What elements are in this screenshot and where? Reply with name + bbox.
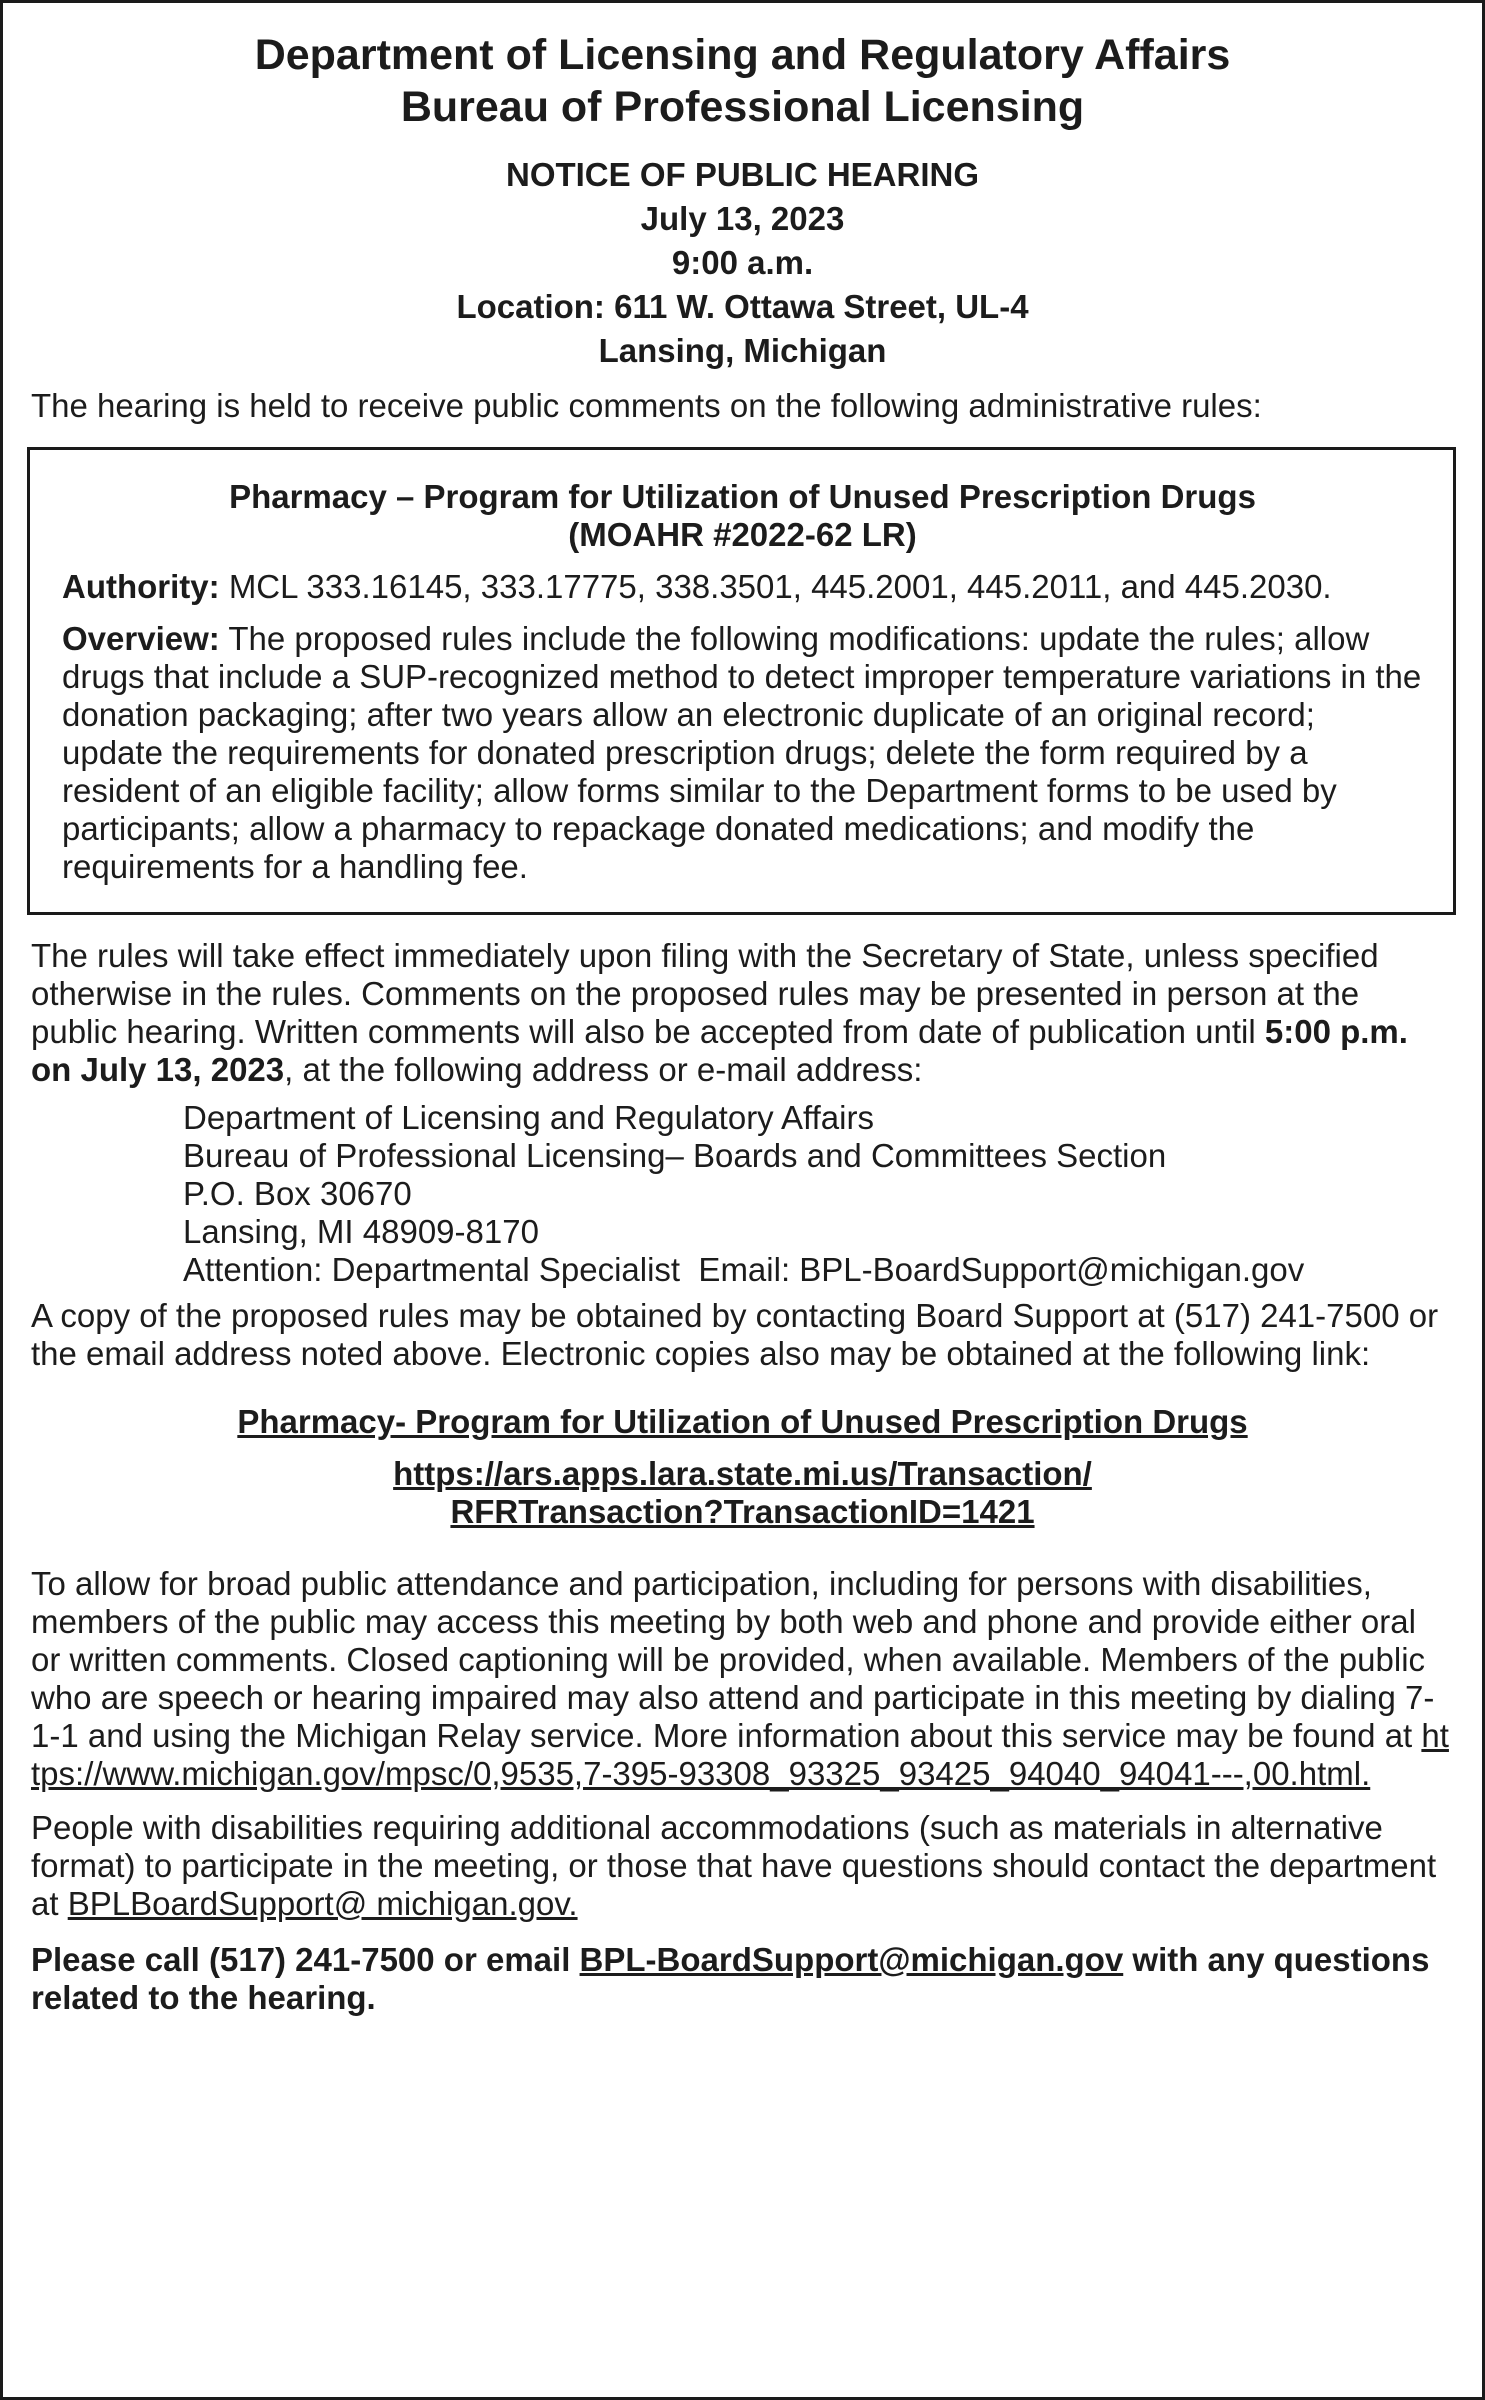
rule-title: Pharmacy – Program for Utilization of Unused Prescription Drugs xyxy=(229,478,1256,515)
rules-link-url-1[interactable]: https://ars.apps.lara.state.mi.us/Transaction/ xyxy=(393,1455,1092,1492)
closing-email-link[interactable]: BPL-BoardSupport@michigan.gov xyxy=(579,1941,1124,1978)
effect-line-3: , at the following address or e-mail address: xyxy=(284,1051,923,1088)
access-paragraph xyxy=(31,1565,1454,1793)
authority-label: Authority: xyxy=(62,568,220,605)
rules-link-url-2[interactable]: RFRTransaction?TransactionID=1421 xyxy=(450,1493,1035,1530)
closing-prefix: Please call (517) 241-7500 or email xyxy=(31,1941,571,1978)
address-line-4: Lansing, MI 48909-8170 xyxy=(183,1213,539,1250)
overview-paragraph xyxy=(62,620,1423,886)
hearing-date: July 13, 2023 xyxy=(640,200,845,237)
relay-service-link[interactable]: https://www.michigan.gov/mpsc/0,9535,7-395-93308_93325_93425_94040_94041---,00.html. xyxy=(31,1717,1449,1792)
department-title: Department of Licensing and Regulatory Affairs xyxy=(254,31,1231,79)
rule-id: (MOAHR #2022-62 LR) xyxy=(568,516,917,553)
hearing-details xyxy=(31,153,1454,373)
address-line-2: Bureau of Professional Licensing– Boards and Committees Section xyxy=(183,1137,1167,1174)
authority-paragraph xyxy=(62,568,1423,606)
rule-title-block xyxy=(62,478,1423,554)
effect-line-2: otherwise in the rules. Comments on the proposed rules may be presented in person at the public hearing. Written comments will also be accepted from date of publication until xyxy=(31,975,1360,1050)
address-line-3: P.O. Box 30670 xyxy=(183,1175,412,1212)
bureau-title: Bureau of Professional Licensing xyxy=(400,83,1085,131)
address-line-5: Attention: Departmental Specialist Email: BPL-BoardSupport@michigan.gov xyxy=(183,1251,1305,1288)
accommodations-paragraph xyxy=(31,1809,1454,1923)
intro-text: The hearing is held to receive public comments on the following administrative rules: xyxy=(31,387,1262,424)
accommodations-email-link[interactable]: BPLBoardSupport@ michigan.gov. xyxy=(67,1885,578,1922)
rule-box xyxy=(27,447,1456,915)
accommodations-text: People with disabilities requiring additional accommodations (such as materials in alternative format) to participate in the meeting, or those that have questions should contact the department at xyxy=(31,1809,1437,1922)
authority-text: MCL 333.16145, 333.17775, 338.3501, 445.2001, 445.2011, and 445.2030. xyxy=(228,568,1332,605)
mailing-address xyxy=(183,1099,1454,1289)
header-titles xyxy=(31,29,1454,133)
hearing-location: Location: 611 W. Ottawa Street, UL-4 xyxy=(456,288,1029,325)
overview-text: The proposed rules include the following modifications: update the rules; allow drugs that include a SUP-recognized method to detect improper temperature variations in the donation packaging; after two years allow an electronic duplicate of an original record; update the requirements for donated prescription drugs; delete the form required by a resident of an eligible facility; allow forms similar to the Department forms to be used by participants; allow a pharmacy to repackage donated medications; and modify the requirements for a handling fee. xyxy=(62,620,1422,885)
rules-link-title[interactable]: Pharmacy- Program for Utilization of Unused Prescription Drugs xyxy=(237,1403,1248,1440)
overview-label: Overview: xyxy=(62,620,220,657)
rules-link-block xyxy=(31,1403,1454,1531)
address-line-1: Department of Licensing and Regulatory Affairs xyxy=(183,1099,874,1136)
effect-paragraph xyxy=(31,937,1454,1089)
copy-paragraph: A copy of the proposed rules may be obtained by contacting Board Support at (517) 241-7500 or the email address noted above. Electronic copies also may be obtained at the following link: xyxy=(31,1297,1439,1372)
closing-suffix: with any questions related to the hearing. xyxy=(31,1941,1430,2016)
effect-line-1: The rules will take effect immediately upon filing with the Secretary of State, unless specified xyxy=(31,937,1379,974)
comment-deadline: 5:00 p.m. on July 13, 2023 xyxy=(31,1013,1408,1088)
hearing-time: 9:00 a.m. xyxy=(671,244,814,281)
hearing-city: Lansing, Michigan xyxy=(598,332,887,369)
notice-title: NOTICE OF PUBLIC HEARING xyxy=(505,156,979,193)
closing-paragraph xyxy=(31,1941,1454,2017)
access-text: To allow for broad public attendance and participation, including for persons with disabilities, members of the public may access this meeting by both web and phone and provide either oral or written comments. Closed captioning will be provided, when available. Members of the public who are speech or hearing impaired may also attend and participate in this meeting by dialing 7-1-1 and using the Michigan Relay service. More information about this service may be found at xyxy=(31,1565,1435,1754)
